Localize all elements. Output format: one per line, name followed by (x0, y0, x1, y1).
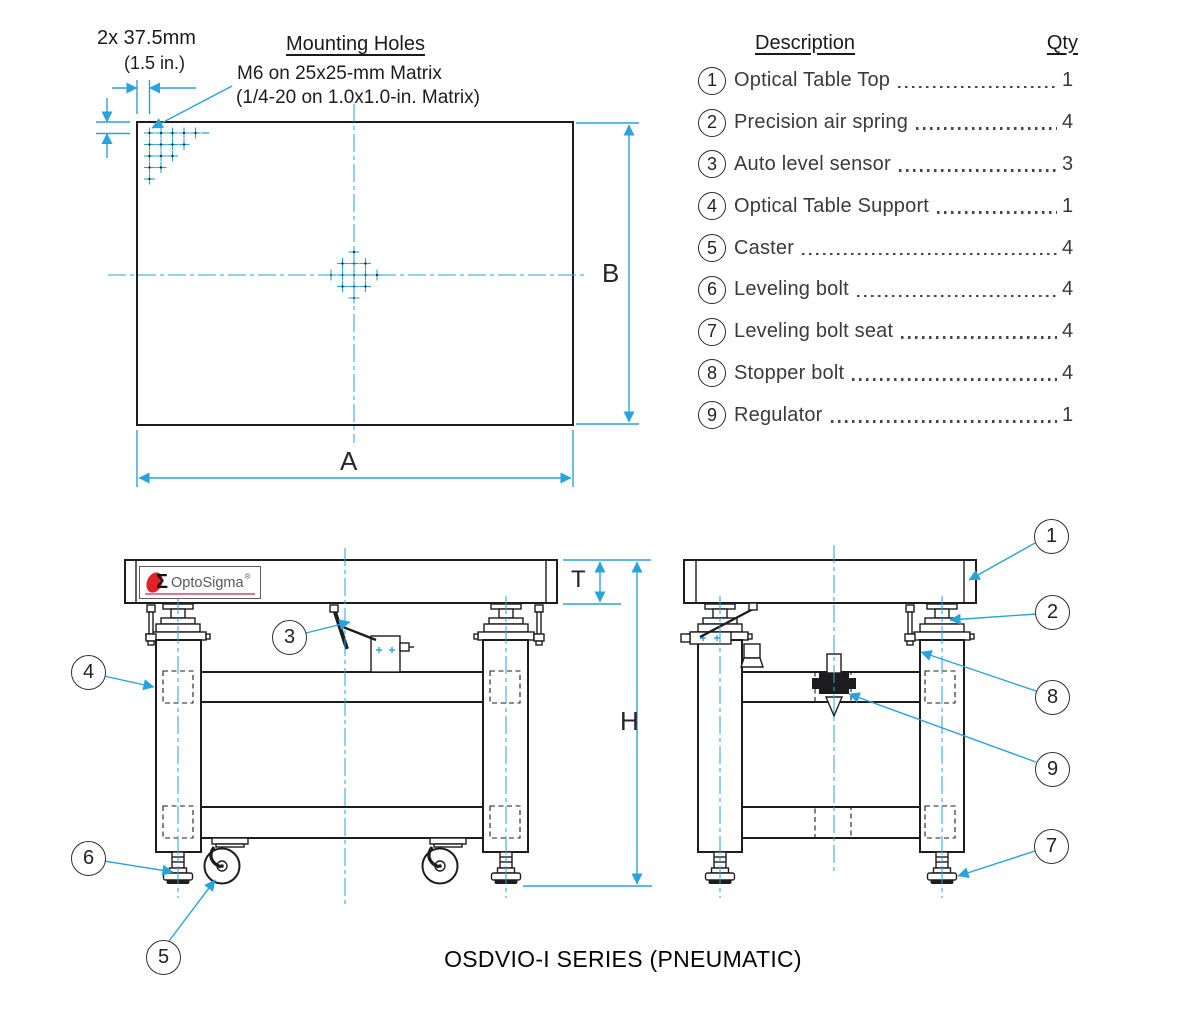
callout-9: 9 (1035, 752, 1070, 787)
callout-8: 8 (1035, 680, 1070, 715)
item-qty: 4 (1062, 111, 1074, 134)
item-balloon: 8 (698, 359, 726, 387)
mounting-holes-spec-metric: M6 on 25x25-mm Matrix (237, 63, 442, 84)
qty-header: Qty (1046, 31, 1078, 54)
parts-row-6 (698, 269, 1082, 311)
callout-1: 1 (1034, 519, 1069, 554)
item-balloon: 1 (698, 67, 726, 95)
parts-row-5 (698, 227, 1082, 269)
item-balloon: 3 (698, 150, 726, 178)
sheet-title: OSDVIO-I SERIES (PNEUMATIC) (444, 946, 802, 972)
item-name: Caster (734, 236, 795, 259)
item-qty: 1 (1062, 194, 1074, 217)
leader-dots (899, 169, 1057, 172)
item-balloon: 4 (698, 192, 726, 220)
item-qty: 4 (1062, 236, 1074, 259)
item-balloon: 2 (698, 109, 726, 137)
leader-dots (937, 211, 1057, 214)
logo-registered-mark: ® (244, 572, 251, 581)
dim-label-b: B (602, 258, 620, 288)
item-balloon: 9 (698, 401, 726, 429)
item-qty: 1 (1062, 403, 1074, 426)
logo-underline (145, 593, 255, 594)
leader-dots (802, 253, 1057, 256)
level-sensor-front (330, 605, 414, 672)
description-header: Description (755, 31, 856, 54)
item-name: Precision air spring (734, 111, 909, 134)
hole-pitch-note-inches: (1.5 in.) (124, 53, 186, 73)
parts-row-1 (698, 60, 1082, 102)
callout-5: 5 (146, 940, 181, 975)
parts-row-8 (698, 353, 1082, 395)
side-elevation (681, 545, 976, 898)
item-name: Stopper bolt (734, 361, 845, 384)
callout-7: 7 (1034, 829, 1069, 864)
front-elevation (125, 548, 652, 906)
leader-dots (857, 295, 1057, 298)
mounting-holes-spec-imperial: (1/4-20 on 1.0x1.0-in. Matrix) (236, 87, 480, 108)
callout-4: 4 (71, 655, 106, 690)
parts-row-2 (698, 102, 1082, 144)
callout-2: 2 (1035, 595, 1070, 630)
item-qty: 4 (1062, 361, 1074, 384)
item-name: Auto level sensor (734, 152, 891, 175)
item-balloon: 6 (698, 276, 726, 304)
logo-wordmark: OptoSigma (171, 574, 244, 591)
dim-label-t: T (571, 566, 586, 593)
leader-dots (898, 86, 1057, 89)
leader-dots (852, 378, 1057, 381)
item-qty: 4 (1062, 278, 1074, 301)
item-name: Optical Table Top (734, 69, 891, 92)
item-name: Regulator (734, 403, 823, 426)
parts-row-7 (698, 311, 1082, 353)
dim-label-a: A (340, 446, 358, 476)
parts-row-9 (698, 394, 1082, 436)
item-name: Leveling bolt seat (734, 320, 894, 343)
leader-dots (901, 336, 1057, 339)
item-qty: 1 (1062, 69, 1074, 92)
parts-row-3 (698, 144, 1082, 186)
hole-pitch-note: 2x 37.5mm (97, 27, 196, 49)
optosigma-logo (139, 566, 261, 599)
parts-row-4 (698, 185, 1082, 227)
item-name: Leveling bolt (734, 278, 849, 301)
item-name: Optical Table Support (734, 194, 930, 217)
callout-3: 3 (272, 620, 307, 655)
dim-label-h: H (620, 706, 639, 736)
mounting-holes-title: Mounting Holes (286, 33, 425, 55)
logo-sigma-icon: Σ (156, 571, 169, 593)
leader-dots (916, 127, 1057, 130)
leader-dots (831, 420, 1057, 423)
top-view (96, 80, 639, 487)
parts-list-header (698, 26, 1082, 60)
callout-6: 6 (71, 841, 106, 876)
parts-list (698, 26, 1082, 436)
item-balloon: 7 (698, 318, 726, 346)
item-qty: 4 (1062, 320, 1074, 343)
item-qty: 3 (1062, 152, 1074, 175)
item-balloon: 5 (698, 234, 726, 262)
